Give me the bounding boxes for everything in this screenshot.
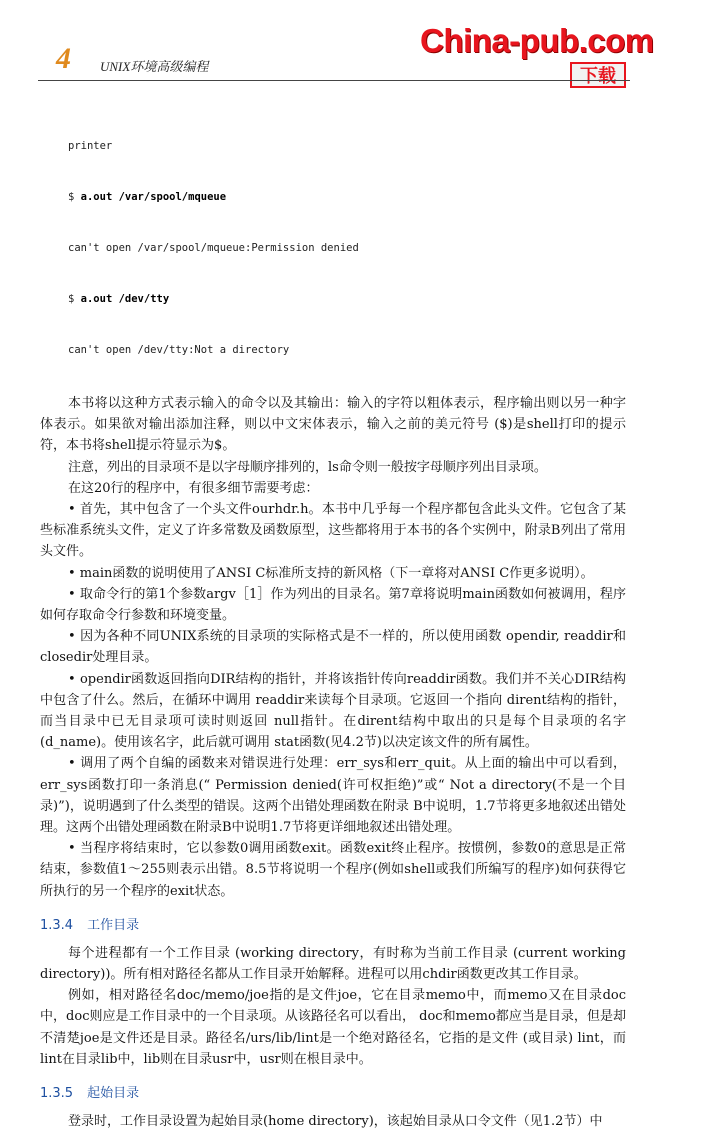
code-line: printer [68,140,113,152]
bullet-item: • opendir函数返回指向DIR结构的指针，并将该指针传向readdir函数。我们并不关心DIR结构中包含了什么。然后，在循环中调用 readdir来读每个目录项。它返回一个指向 dirent结构的指针，而当目录中已无目录项可读时则返回 null指针。在dirent结构中取出的只是每个目录项的名字(d_name)。使用该名字，此后就可调用 stat函数(见4.2节)以决定该文件的所有属性。 [40,671,626,751]
code-line: can't open /dev/tty:Not a directory [68,344,290,356]
bullet-item: • main函数的说明使用了ANSI C标准所支持的新风格（下一章将对ANSI C作更多说明）。 [68,565,594,581]
section-title: 工作目录 [87,917,140,933]
paragraph: 登录时，工作目录设置为起始目录(home directory)，该起始目录从口令文件（见1.2节）中 [68,1114,603,1130]
section-title: 起始目录 [87,1086,140,1102]
bullet-item: • 调用了两个自编的函数来对错误进行处理：err_sys和err_quit。从上面的输出中可以看到，err_sys函数打印一条消息(“ Permission denied(许可权拒绝)”或“ Not a directory(不是一个目录)”)，说明遇到了什么类型的错误。这两个出错处理函数在附录 B中说明，1.7节将更多地叙述出错处理。这两个出错处理函数在附录B中说明1.7节将更详细地叙述出错处理。 [40,756,626,836]
bullet-item: • 首先，其中包含了一个头文件ourhdr.h。本书中几乎每一个程序都包含此头文件。它包含了某些标准系统头文件，定义了许多常数及函数原型，这些都将用于本书的各个实例中，附录B列出了常用头文件。 [40,502,626,560]
bullet-item: • 当程序将结束时，它以参数0调用函数exit。函数exit终止程序。按惯例，参数0的意思是正常结束，参数值1～255则表示出错。8.5节将说明一个程序(例如shell或我们所编写的程序)如何获得它所执行的另一个程序的exit状态。 [40,841,626,899]
paragraph: 例如，相对路径名doc/memo/joe指的是文件joe，它在目录memo中，而memo又在目录doc中，doc则应是工作目录中的一个目录项。从该路径名可以看出， doc和memo都应当是目录，但是却不清楚joe是文件还是目录。路径名/urs/lib/lint是一个绝对路径名，它指的是文件 (或目录) lint，而lint在目录lib中，lib则在目录usr中，usr则在根目录中。 [40,988,626,1067]
bullet-item: • 因为各种不同UNIX系统的目录项的实际格式是不一样的，所以使用函数 opendir, readdir和closedir处理目录。 [40,629,626,666]
code-line: $ a.out /var/spool/mqueue [68,191,227,203]
download-badge[interactable]: 下载 [570,62,626,88]
code-line: $ a.out /dev/tty [68,293,170,305]
paragraph: 每个进程都有一个工作目录 (working directory，有时称为当前工作目录 (current working directory))。所有相对路径名都从工作目录开始解释。进程可以用chdir函数更改其工作目录。 [40,945,626,983]
paragraph: 在这20行的程序中，有很多细节需要考虑： [68,480,319,496]
header-rule [38,80,630,81]
page-body [40,104,626,1132]
code-block [68,104,626,393]
paragraph: 本书将以这种方式表示输入的命令以及其输出：输入的字符以粗体表示，程序输出则以另一种字体表示。如果欲对输出添加注释，则以中文宋体表示，输入之前的美元符号 ($)是shell打印的提示符，本书将shell提示符显示为$。 [40,396,626,454]
section-heading-1-3-5 [40,1082,626,1101]
section-number: 1.3.5 [40,1086,74,1102]
section-heading-1-3-4 [40,914,626,933]
paragraph: 注意，列出的目录项不是以字母顺序排列的，ls命令则一般按字母顺序列出目录项。 [68,459,547,475]
bullet-item: • 取命令行的第1个参数argv［1］作为列出的目录名。第7章将说明main函数如何被调用，程序如何存取命令行参数和环境变量。 [40,586,626,624]
section-number: 1.3.4 [40,917,74,933]
china-pub-logo[interactable]: China-pub.com [420,22,654,59]
book-title: UNIX环境高级编程 [100,59,209,74]
page-number: 4 [56,42,71,75]
code-line: can't open /var/spool/mqueue:Permission denied [68,242,359,254]
page-header [0,0,722,95]
